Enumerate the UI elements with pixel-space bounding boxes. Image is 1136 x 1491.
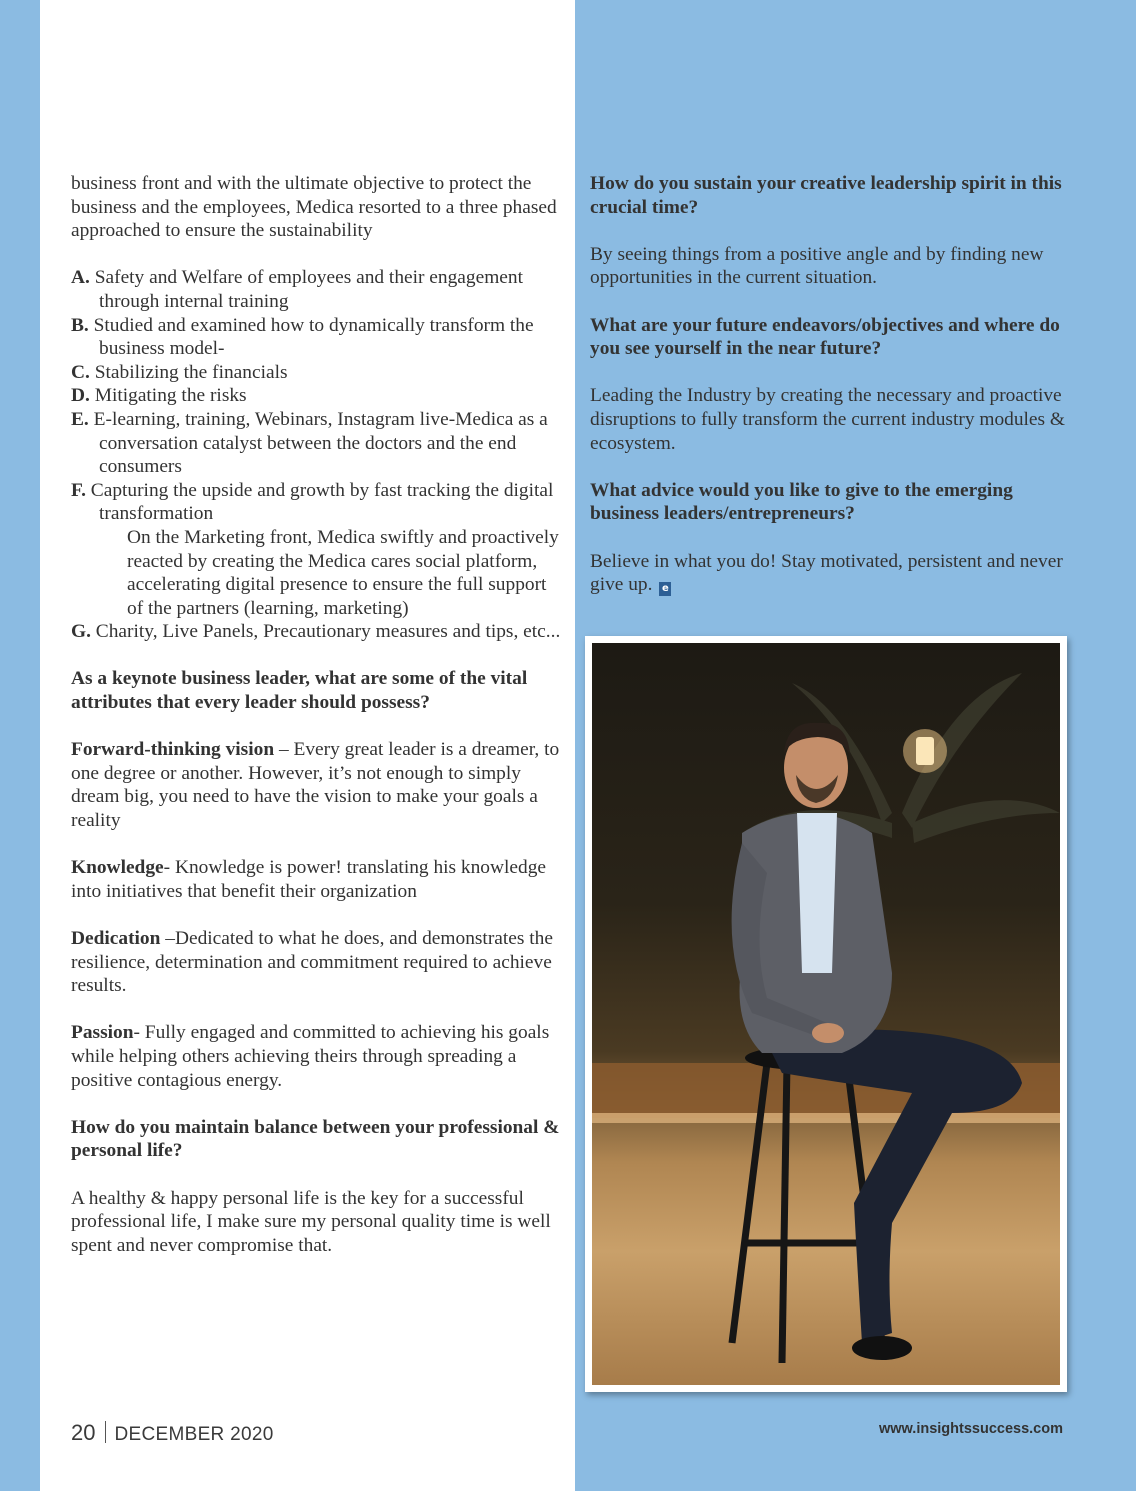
answer-future: Leading the Industry by creating the necessary and proactive disruptions to fully transform the current industry modules & ecosystem. [590, 385, 1066, 454]
list-item: A. Safety and Welfare of employees and their engagement through internal training [71, 267, 523, 312]
portrait-photo-frame [585, 636, 1067, 1392]
question-leadership-spirit: How do you sustain your creative leadership spirit in this crucial time? [590, 173, 1062, 218]
answer-balance: A healthy & happy personal life is the key for a successful professional life, I make sure my personal quality time is well spent and never compromise that. [71, 1187, 551, 1256]
list-item: B. Studied and examined how to dynamically transform the business model- [71, 314, 534, 360]
attribute-term: Knowledge [71, 857, 164, 879]
answer-leadership-spirit: By seeing things from a positive angle and by finding new opportunities in the current situation. [590, 243, 1044, 289]
list-item-continuation: On the Marketing front, Medica swiftly and proactively reacted by creating the Medica cares social platform, accelerating digital presence to ensure the full support of the partners (learning, marketing) [127, 526, 559, 619]
footer-page-info [71, 1420, 274, 1446]
left-blue-band [0, 0, 40, 1491]
attribute-paragraph: Passion- Fully engaged and committed to achieving his goals while helping others achieving theirs through spreading a positive contagious energy. [71, 1022, 550, 1091]
right-column [590, 172, 1070, 620]
list-item: E. E-learning, training, Webinars, Instagram live-Medica as a conversation catalyst between the doctors and the end consumers [71, 408, 548, 478]
portrait-illustration [592, 643, 1060, 1385]
attribute-paragraph: Forward-thinking vision – Every great leader is a dreamer, to one degree or another. However, it’s not enough to simply dream big, you need to have the vision to make your goals a reality [71, 739, 560, 832]
phase-list [71, 266, 561, 644]
question-future: What are your future endeavors/objectives and where do you see yourself in the near future? [590, 314, 1060, 360]
portrait-photo [592, 643, 1060, 1385]
issue-date: DECEMBER 2020 [114, 1424, 274, 1445]
answer-advice: Believe in what you do! Stay motivated, persistent and never give up. e [590, 550, 1063, 596]
footer-website-link[interactable]: www.insightssuccess.com [879, 1421, 1063, 1437]
attribute-term: Passion [71, 1022, 134, 1044]
list-item: G. Charity, Live Panels, Precautionary measures and tips, etc... [71, 621, 561, 643]
right-blue-band [1077, 0, 1136, 1491]
article-end-mark-icon: e [659, 582, 671, 596]
question-balance: How do you maintain balance between your professional & personal life? [71, 1116, 560, 1162]
attribute-paragraph: Knowledge- Knowledge is power! translating his knowledge into initiatives that benefit their organization [71, 857, 546, 902]
question-attributes: As a keynote business leader, what are some of the vital attributes that every leader should possess? [71, 668, 528, 714]
list-item: C. Stabilizing the financials [71, 361, 288, 383]
page-number: 20 [71, 1420, 96, 1445]
footer-divider [105, 1421, 106, 1443]
attribute-term: Dedication [71, 928, 161, 949]
attribute-paragraph: Dedication –Dedicated to what he does, and demonstrates the resilience, determination and commitment required to achieve results. [71, 928, 553, 997]
left-column [71, 172, 561, 1281]
intro-paragraph: business front and with the ultimate objective to protect the business and the employees, Medica resorted to a three phased approached to ensure the sustainability [71, 173, 557, 242]
question-advice: What advice would you like to give to the emerging business leaders/entrepreneurs? [590, 479, 1013, 525]
attribute-term: Forward-thinking vision [71, 739, 275, 761]
list-item: D. Mitigating the risks [71, 385, 247, 407]
list-item: F. Capturing the upside and growth by fast tracking the digital transformation On the Marketing front, Medica swiftly and proactively reacted by creating the Medica cares social platform, accelerating digital presence to ensure the full support of the partners (learning, marketing) [71, 479, 561, 621]
